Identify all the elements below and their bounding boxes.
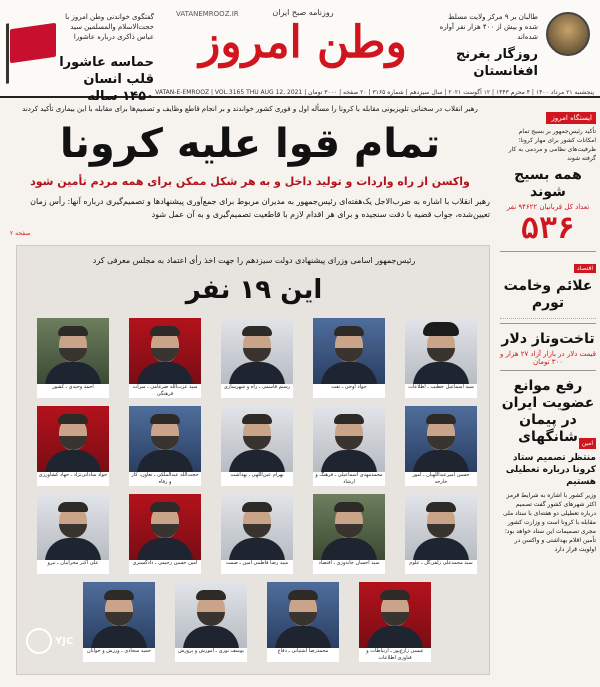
minister-card[interactable]: [221, 406, 293, 486]
minister-caption: محمدرضا آشتیانی ـ دفاع: [267, 648, 339, 662]
beard-shape: [335, 348, 363, 362]
beard-shape: [59, 436, 87, 450]
dollar-headline: تاخت‌وتاز دلار: [501, 331, 595, 347]
minister-caption: حسین امیرعبداللهیان ـ امور خارجه: [405, 472, 477, 486]
suit-shape: [321, 538, 377, 560]
beard-shape: [243, 436, 271, 450]
minister-photo: [405, 406, 477, 472]
beard-shape: [427, 436, 455, 450]
shanghai-block[interactable]: [500, 370, 596, 446]
minister-caption: بهرام عین‌اللهی ـ بهداشت: [221, 472, 293, 486]
minister-card[interactable]: [221, 318, 293, 398]
beard-shape: [151, 436, 179, 450]
minister-photo: [221, 406, 293, 472]
suit-shape: [183, 626, 239, 648]
suit-shape: [137, 538, 193, 560]
panel-intro: رئیس‌جمهور اسامی وزرای پیشنهادی دولت سیزدهم را جهت اخذ رأی اعتماد به مجلس معرفی کرد: [92, 256, 416, 265]
suit-shape: [413, 362, 469, 384]
minister-card[interactable]: [267, 582, 339, 662]
minister-caption: احمد وحیدی ـ کشور: [37, 384, 109, 398]
suit-shape: [137, 450, 193, 472]
beard-shape: [335, 524, 363, 538]
minister-caption: سید احسان خاندوزی ـ اقتصاد: [313, 560, 385, 574]
minister-caption: حمید سجادی ـ ورزش و جوانان: [83, 648, 155, 662]
afghanistan-teaser[interactable]: [434, 10, 594, 90]
minister-caption: جواد اوجی ـ نفت: [313, 384, 385, 398]
minister-photo: [129, 318, 201, 384]
minister-card[interactable]: [405, 406, 477, 486]
minister-caption: علی اکبر محرابیان ـ نیرو: [37, 560, 109, 574]
minister-card[interactable]: [405, 494, 477, 574]
minister-photo: [221, 318, 293, 384]
hair-shape: [150, 326, 180, 336]
yjc-watermark: YJC: [26, 628, 86, 658]
ashura-teaser-small: گفتگوی خواندنی وطن امروز با حجت‌الاسلام والمسلمین سید عباس ذاکری درباره عاشورا: [65, 13, 154, 41]
logo-area: [168, 8, 438, 88]
minister-photo: [313, 406, 385, 472]
beard-shape: [59, 348, 87, 362]
hair-shape: [334, 502, 364, 512]
minister-photo: [37, 406, 109, 472]
minister-card[interactable]: [37, 494, 109, 574]
turban-shape: [423, 322, 459, 336]
beard-shape: [151, 524, 179, 538]
suit-shape: [367, 626, 423, 648]
story-headline: منتظر تصمیم ستاد کرونا درباره تعطیلی هستیم: [505, 453, 596, 487]
dollar-note: قیمت دلار در بازار آزاد ۲۷ هزار و ۳۰۰ تومان: [500, 350, 596, 366]
minister-photo: [359, 582, 431, 648]
minister-caption: حجت‌الله عبدالملکی ـ تعاون، کار و رفاه: [129, 472, 201, 486]
masthead: [0, 0, 600, 104]
rule-text: رهبر انقلاب در سخنانی تلویزیونی مقابله با کرونا را مسأله اول و فوری کشور خواندند و بر انجام قاطع وظایف و تصمیم‌ها برای مقابله با این بیماری تأکید کردند: [22, 105, 478, 113]
divider: [500, 315, 596, 319]
yjc-logo-icon: [26, 628, 52, 654]
afghanistan-photo: [546, 12, 590, 56]
suit-shape: [137, 362, 193, 384]
hair-shape: [242, 414, 272, 424]
flag-icon: [10, 23, 56, 63]
minister-photo: [37, 318, 109, 384]
suit-shape: [229, 450, 285, 472]
minister-photo: [313, 318, 385, 384]
hair-shape: [104, 590, 134, 600]
minister-caption: محمدمهدی اسماعیلی ـ فرهنگ و ارشاد: [313, 472, 385, 486]
minister-card[interactable]: [405, 318, 477, 398]
minister-card[interactable]: [129, 318, 201, 398]
beard-shape: [427, 524, 455, 538]
minister-card[interactable]: [37, 406, 109, 486]
suit-shape: [229, 362, 285, 384]
hair-shape: [58, 502, 88, 512]
hair-shape: [150, 502, 180, 512]
page-reference: صفحه ۲: [10, 230, 31, 237]
sidebar-text: تأکید رئیس‌جمهور بر بسیج تمام امکانات کشور برای مهار کرونا؛ ظرفیت‌های نظامی و مردمی به کار گرفته شوند: [508, 128, 596, 162]
minister-card[interactable]: [129, 494, 201, 574]
beard-shape: [105, 612, 133, 626]
minister-photo: [267, 582, 339, 648]
hair-shape: [196, 590, 226, 600]
inflation-headline: علائم وخامت تورم: [503, 278, 593, 311]
minister-photo: [175, 582, 247, 648]
minister-photo: [221, 494, 293, 560]
hair-shape: [58, 326, 88, 336]
minister-card[interactable]: [313, 318, 385, 398]
suit-shape: [229, 538, 285, 560]
suit-shape: [45, 362, 101, 384]
minister-caption: رستم قاسمی ـ راه و شهرسازی: [221, 384, 293, 398]
suit-shape: [91, 626, 147, 648]
main-lead: رهبر انقلاب با اشاره به ضرب‌الاجل یک‌هفته‌ای رئیس‌جمهور به مدیران مربوط برای جمع‌آوری پیشنهادها و تصمیم‌گیری درباره آنها: رأس زمان تعیین‌شده، جواب قضیه با دقت سنجیده و برای هر اقدام لازم با قاطعیت تصمیم‌گیری و به آن عمل شود: [30, 197, 490, 219]
minister-card[interactable]: [175, 582, 247, 662]
hair-shape: [426, 414, 456, 424]
suit-shape: [275, 626, 331, 648]
minister-photo: [83, 582, 155, 648]
suit-shape: [413, 538, 469, 560]
sidebar-red-note: تعداد کل قربانیان ۹۴۶۲۲ نفر: [506, 203, 590, 211]
ashura-teaser-headline: حماسه عاشورا قلب انسان ۱۴۵۰ ساله: [59, 55, 154, 104]
minister-caption: سید رضا فاطمی امین ـ صمت: [221, 560, 293, 574]
suit-shape: [45, 538, 101, 560]
hair-shape: [150, 414, 180, 424]
beard-shape: [243, 524, 271, 538]
minister-photo: [129, 494, 201, 560]
economy-badge: اقتصاد: [574, 264, 596, 273]
main-headline[interactable]: تمام قوا علیه کرونا: [59, 121, 441, 167]
minister-caption: سید محمدعلی زلفی‌گل ـ علوم: [405, 560, 477, 574]
beard-shape: [243, 348, 271, 362]
minister-caption: عیسی زارع‌پور ـ ارتباطات و فناوری اطلاعات: [359, 648, 431, 662]
beard-shape: [427, 348, 455, 362]
minister-caption: یوسف نوری ـ آموزش و پرورش: [175, 648, 247, 662]
shanghai-headline: رفع موانع عضویت ایران در پیمان شانگهای: [501, 378, 595, 445]
tagline: روزنامه صبح ایران: [272, 8, 334, 17]
beard-shape: [151, 348, 179, 362]
minister-card[interactable]: [37, 318, 109, 398]
minister-photo: [405, 318, 477, 384]
death-count: ۵۳۶: [520, 211, 576, 246]
hair-shape: [288, 590, 318, 600]
inflation-block[interactable]: [500, 251, 596, 319]
ministers-panel: [16, 245, 490, 675]
minister-card[interactable]: [83, 582, 155, 662]
suit-shape: [45, 450, 101, 472]
afghanistan-teaser-headline: روزگار بغرنج افغانستان: [455, 47, 538, 79]
dollar-block[interactable]: [500, 323, 596, 366]
minister-card[interactable]: [129, 406, 201, 486]
minister-photo: [37, 494, 109, 560]
sidebar-tag: ایستگاه امروز: [546, 112, 596, 124]
interior-minister-story[interactable]: [500, 438, 596, 678]
beard-shape: [59, 524, 87, 538]
hair-shape: [334, 414, 364, 424]
suit-shape: [321, 362, 377, 384]
beard-shape: [289, 612, 317, 626]
date-bar: پنجشنبه ۲۱ مرداد ۱۴۰۰ | ۴ محرم ۱۴۴۳ | ۱۲ آگوست ۲۰۲۱ | سال سیزدهم | شماره ۳۱۶۵ | ۲۰ صفحه | ۳۰۰۰ تومان | VATAN-E-EMROOZ | VOL.3165 THU AUG 12, 2021: [155, 89, 594, 96]
suit-shape: [321, 450, 377, 472]
minister-card[interactable]: [221, 494, 293, 574]
panel-title: این ۱۹ نفر: [185, 275, 323, 305]
story-text: وزیر کشور با اشاره به شرایط قرمز اکثر شهرهای کشور گفت تصمیم درباره تعطیلی دو هفته‌ای با ستاد ملی مقابله با کرونا است و وزارت کشور مجری تصمیمات این ستاد خواهد بود؛ تأمین اقلام بهداشتی و واکسن در اولویت قرار دارد: [502, 492, 596, 553]
beard-shape: [335, 436, 363, 450]
hair-shape: [380, 590, 410, 600]
minister-photo: [405, 494, 477, 560]
newspaper-logo: وطن امروز: [199, 17, 407, 68]
ashura-teaser[interactable]: [6, 12, 156, 104]
beard-shape: [381, 612, 409, 626]
sidebar-headline[interactable]: همه بسیج شوند: [514, 167, 582, 200]
minister-caption: جواد ساداتی‌نژاد ـ جهاد کشاورزی: [37, 472, 109, 486]
story-tag: امین: [579, 438, 596, 449]
hair-shape: [242, 326, 272, 336]
hair-shape: [334, 326, 364, 336]
minister-caption: سید عزت‌الله ضرغامی ـ میراث فرهنگی: [129, 384, 201, 398]
minister-card[interactable]: [313, 406, 385, 486]
minister-photo: [129, 406, 201, 472]
main-subhead: واکسن از راه واردات و تولید داخل و به هر شکل ممکن برای همه مردم تأمین شود: [30, 175, 470, 188]
beard-shape: [197, 612, 225, 626]
minister-photo: [313, 494, 385, 560]
minister-caption: سید اسماعیل خطیب ـ اطلاعات: [405, 384, 477, 398]
suit-shape: [413, 450, 469, 472]
hair-shape: [242, 502, 272, 512]
site-url: VATANEMROOZ.IR: [176, 10, 239, 18]
hair-shape: [426, 502, 456, 512]
minister-card[interactable]: [313, 494, 385, 574]
hair-shape: [58, 414, 88, 424]
minister-caption: امین حسین رحیمی ـ دادگستری: [129, 560, 201, 574]
afghanistan-teaser-small: طالبان بر ۹ مرکز ولایت مسلط شده و بیش از ۴۰۰ هزار نفر آواره شده‌اند: [439, 13, 538, 41]
minister-card[interactable]: [359, 582, 431, 662]
